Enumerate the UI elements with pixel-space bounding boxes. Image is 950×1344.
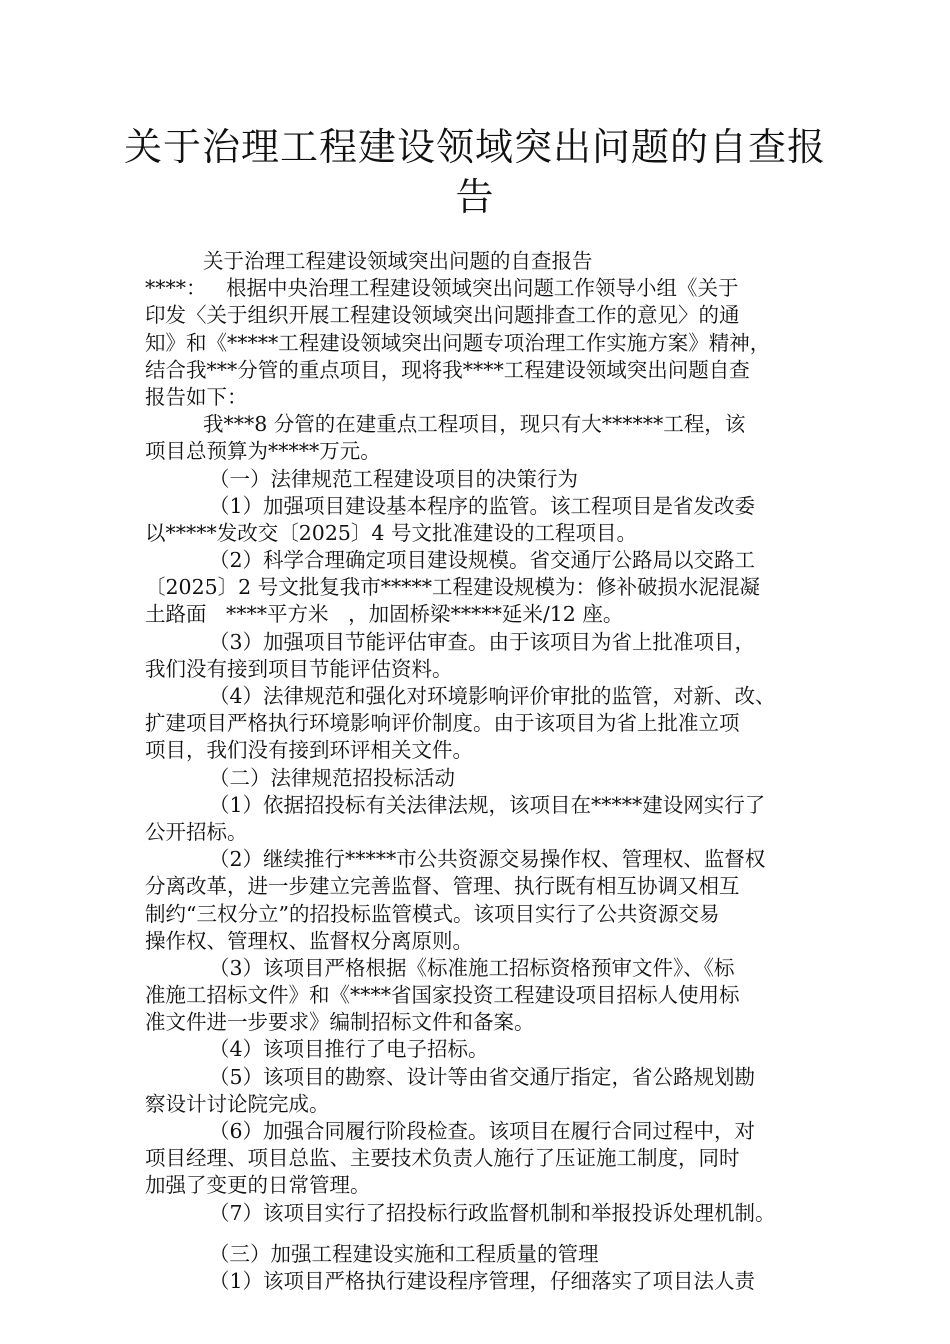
text-line: 我们没有接到项目节能评估资料。 — [145, 656, 453, 681]
text-line: 知》和《*****工程建设领域突出问题专项治理工作实施方案》精神， — [145, 330, 771, 355]
text-line: 我***8 分管的在建重点工程项目，现只有大******工程，该 — [203, 412, 746, 437]
text-line: 项目总预算为*****万元。 — [145, 439, 381, 464]
text-line: 〔2025〕2 号文批复我市*****工程建设规模为：修补破损水泥混凝 — [145, 575, 760, 600]
text-line: （3）该项目严格根据《标准施工招标资格预审文件》、《标 — [209, 955, 735, 980]
text-line: （1）依据招投标有关法律法规，该项目在*****建设网实行了 — [209, 792, 766, 817]
text-line: 公开招标。 — [145, 819, 248, 844]
text-line: ****： 根据中央治理工程建设领域突出问题工作领导小组《关于 — [145, 276, 739, 301]
text-line: 加强了变更的日常管理。 — [145, 1173, 371, 1198]
text-line: 制约“三权分立”的招投标监管模式。该项目实行了公共资源交易 — [145, 901, 720, 926]
text-line: （2）继续推行*****市公共资源交易操作权、管理权、监督权 — [209, 847, 766, 872]
text-line: 准文件进一步要求》编制招标文件和备案。 — [145, 1010, 535, 1035]
section-heading: （一）法律规范工程建设项目的决策行为 — [209, 466, 578, 491]
title-line: 告 — [455, 175, 495, 219]
text-line: 项目，我们没有接到环评相关文件。 — [145, 738, 473, 763]
text-line: 结合我***分管的重点项目，现将我****工程建设领域突出问题自查 — [145, 357, 750, 382]
text-line: 准施工招标文件》和《****省国家投资工程建设项目招标人使用标 — [145, 983, 740, 1008]
text-line: （3）加强项目节能评估审查。由于该项目为省上批准项目， — [209, 629, 756, 654]
text-line: （7）该项目实行了招投标行政监督机制和举报投诉处理机制。 — [209, 1200, 776, 1225]
text-line: 土路面 ****平方米 ，加固桥梁*****延米/12 座。 — [145, 602, 624, 627]
paragraph-gap — [145, 1227, 825, 1241]
title-line: 关于治理工程建设领域突出问题的自查报 — [123, 125, 826, 169]
text-line: 分离改革，进一步建立完善监督、管理、执行既有相互协调又相互 — [145, 874, 740, 899]
document-body — [145, 248, 825, 1295]
text-line: 项目经理、项目总监、主要技术负责人施行了压证施工制度，同时 — [145, 1146, 740, 1171]
text-line: 印发〈关于组织开展工程建设领域突出问题排查工作的意见〉的通 — [145, 303, 740, 328]
text-line: 操作权、管理权、监督权分离原则。 — [145, 928, 473, 953]
text-line: （5）该项目的勘察、设计等由省交通厅指定，省公路规划勘 — [209, 1064, 756, 1089]
text-line: （6）加强合同履行阶段检查。该项目在履行合同过程中，对 — [209, 1119, 756, 1143]
text-line: （1）该项目严格执行建设程序管理，仔细落实了项目法人责 — [209, 1268, 756, 1293]
text-line: 察设计讨论院完成。 — [145, 1091, 330, 1116]
text-line: 以*****发改交〔2025〕4 号文批准建设的工程项目。 — [145, 520, 637, 545]
text-line: 报告如下： — [145, 384, 248, 409]
text-line: 扩建项目严格执行环境影响评价制度。由于该项目为省上批准立项 — [145, 711, 740, 736]
section-heading: （二）法律规范招投标活动 — [209, 765, 455, 790]
text-line: （2）科学合理确定项目建设规模。省交通厅公路局以交路工 — [209, 548, 756, 573]
text-line: （4）法律规范和强化对环境影响评价审批的监管，对新、改、 — [209, 684, 776, 708]
document-title — [120, 122, 830, 222]
text-line: 关于治理工程建设领域突出问题的自查报告 — [203, 249, 593, 273]
text-line: （4）该项目推行了电子招标。 — [209, 1037, 489, 1062]
section-heading: （三）加强工程建设实施和工程质量的管理 — [209, 1241, 599, 1266]
text-line: （1）加强项目建设基本程序的监管。该工程项目是省发改委 — [209, 493, 756, 518]
